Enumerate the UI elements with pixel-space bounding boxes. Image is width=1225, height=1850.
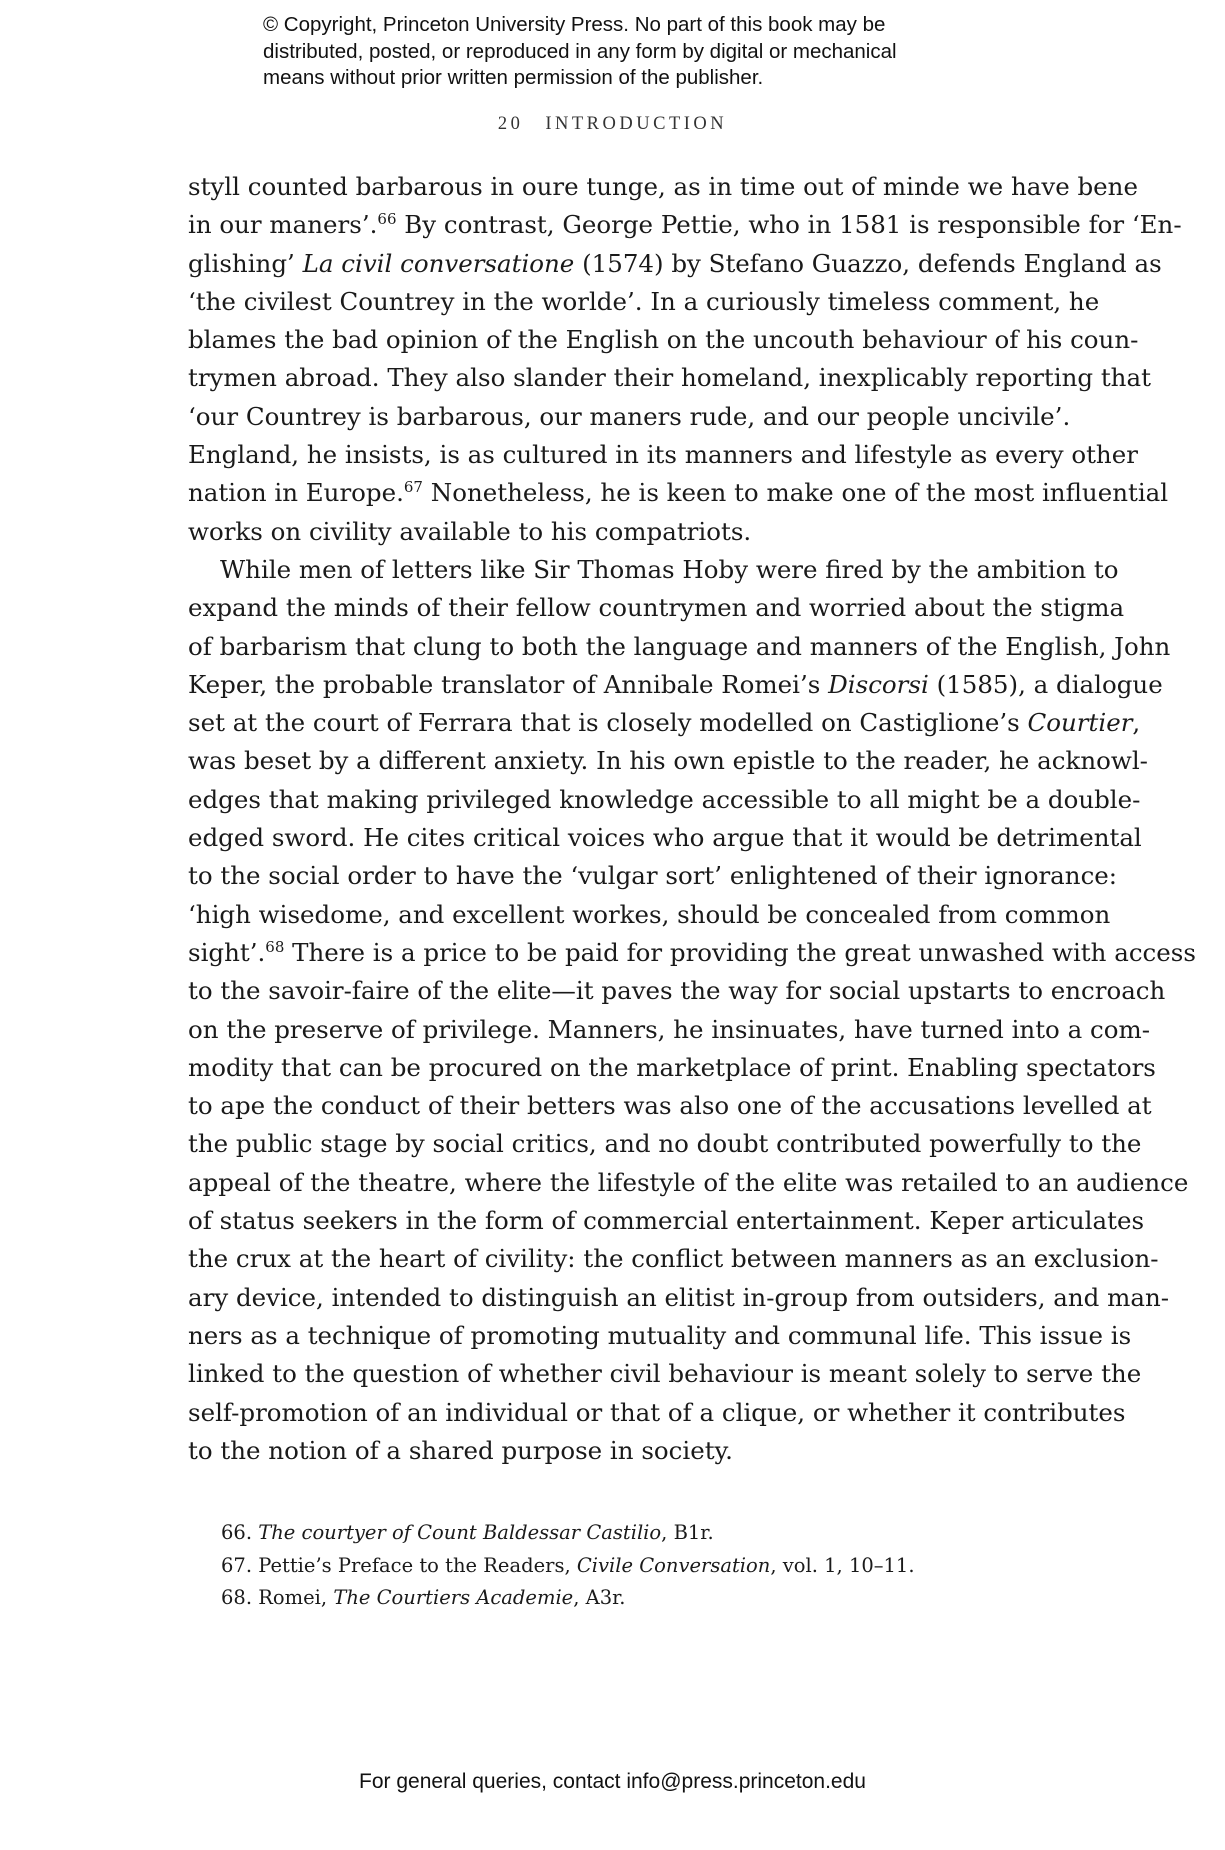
footnote-67: 67. Pettie’s Preface to the Readers, Civile Conversation, vol. 1, 10–11. (221, 1553, 915, 1577)
text-line: to the notion of a shared purpose in society. (188, 1435, 733, 1465)
text-line: England, he insists, is as cultured in its manners and lifestyle as every other (188, 440, 1138, 470)
text-line: expand the minds of their fellow countrymen and worried about the stigma (188, 593, 1125, 623)
text-line: edged sword. He cites critical voices who argue that it would be detrimental (188, 823, 1142, 853)
italic-title: La civil conversatione (302, 248, 575, 278)
text-line: in our maners’.$^{66}$ By contrast, George Pettie, who in 1581 is responsible for ‘En- (188, 210, 1182, 240)
text-line: modity that can be procured on the marketplace of print. Enabling spectators (188, 1052, 1156, 1082)
text-line: the public stage by social critics, and no doubt contributed powerfully to the (188, 1129, 1142, 1159)
text-line: edges that making privileged knowledge accessible to all might be a double- (188, 784, 1141, 814)
text-line: trymen abroad. They also slander their homeland, inexplicably reporting that (188, 363, 1151, 393)
text-line: of barbarism that clung to both the language and manners of the English, John (188, 631, 1171, 661)
text-line: works on civility available to his compatriots. (188, 516, 752, 546)
text-line: Keper, the probable translator of Annibale Romei’s Discorsi (1585), a dialogue (188, 669, 1163, 699)
text-line: the crux at the heart of civility: the conflict between manners as an exclusion- (188, 1244, 1159, 1274)
copyright-line: © Copyright, Princeton University Press. No part of this book may be (263, 13, 886, 36)
paragraph-1 (188, 168, 1182, 551)
text-line: self-promotion of an individual or that of a clique, or whether it contributes (188, 1397, 1126, 1427)
footer-contact: For general queries, contact info@press.princeton.edu (359, 1770, 866, 1793)
text-line: sight’.$^{68}$ There is a price to be paid for providing the great unwashed with access (188, 937, 1196, 967)
text-line: styll counted barbarous in oure tunge, as in time out of minde we have bene (188, 172, 1138, 201)
text-line: linked to the question of whether civil behaviour is meant solely to serve the (188, 1359, 1142, 1389)
copyright-line: distributed, posted, or reproduced in any form by digital or mechanical (263, 39, 897, 63)
text-line: ners as a technique of promoting mutuality and communal life. This issue is (188, 1320, 1132, 1350)
copyright-notice (263, 12, 1023, 92)
text-line: of status seekers in the form of commercial entertainment. Keper articulates (188, 1206, 1145, 1236)
body-text (188, 168, 1196, 1470)
text-line: blames the bad opinion of the English on the uncouth behaviour of his coun- (188, 325, 1139, 355)
running-title: INTRODUCTION (545, 114, 728, 134)
text-line: to ape the conduct of their betters was also one of the accusations levelled at (188, 1091, 1152, 1121)
footnote-ref-67[interactable]: 67 (403, 478, 423, 497)
italic-title: Discorsi (828, 669, 929, 699)
footnote-68: 68. Romei, The Courtiers Academie, A3r. (221, 1586, 626, 1609)
text-line: ‘the civilest Countrey in the worlde’. In a curiously timeless comment, he (188, 286, 1100, 316)
text-line: to the savoir-faire of the elite—it paves the way for social upstarts to encroach (188, 976, 1166, 1006)
text-line: glishing’ La civil conversatione (1574) by Stefano Guazzo, defends England as (188, 248, 1162, 278)
text-line: to the social order to have the ‘vulgar sort’ enlightened of their ignorance: (188, 861, 1118, 891)
paragraph-2 (188, 551, 1196, 1470)
page-number: 20 (497, 114, 524, 134)
copyright-line: means without prior written permission of the publisher. (263, 66, 764, 89)
footnote-66: 66. The courtyer of Count Baldessar Castilio, B1r. (221, 1521, 714, 1544)
text-line: appeal of the theatre, where the lifestyle of the elite was retailed to an audience (188, 1167, 1189, 1197)
italic-title: Courtier (1027, 708, 1133, 738)
running-head (0, 114, 1225, 135)
footnote-ref-68[interactable]: 68 (265, 937, 285, 956)
footnotes (221, 1517, 1041, 1615)
text-line: ary device, intended to distinguish an elitist in-group from outsiders, and man- (188, 1282, 1170, 1312)
text-line: was beset by a different anxiety. In his own epistle to the reader, he acknowl- (188, 746, 1148, 776)
text-line: set at the court of Ferrara that is closely modelled on Castiglione’s Courtier, (188, 708, 1141, 738)
text-line: on the preserve of privilege. Manners, he insinuates, have turned into a com- (188, 1014, 1150, 1044)
text-line: ‘our Countrey is barbarous, our maners rude, and our people uncivile’. (188, 401, 1071, 431)
text-line: ‘high wisedome, and excellent workes, should be concealed from common (188, 899, 1111, 929)
text-line: nation in Europe.$^{67}$ Nonetheless, he is keen to make one of the most influential (188, 478, 1169, 508)
footnote-ref-66[interactable]: 66 (377, 210, 397, 229)
text-line: While men of letters like Sir Thomas Hoby were fired by the ambition to (220, 554, 1119, 584)
